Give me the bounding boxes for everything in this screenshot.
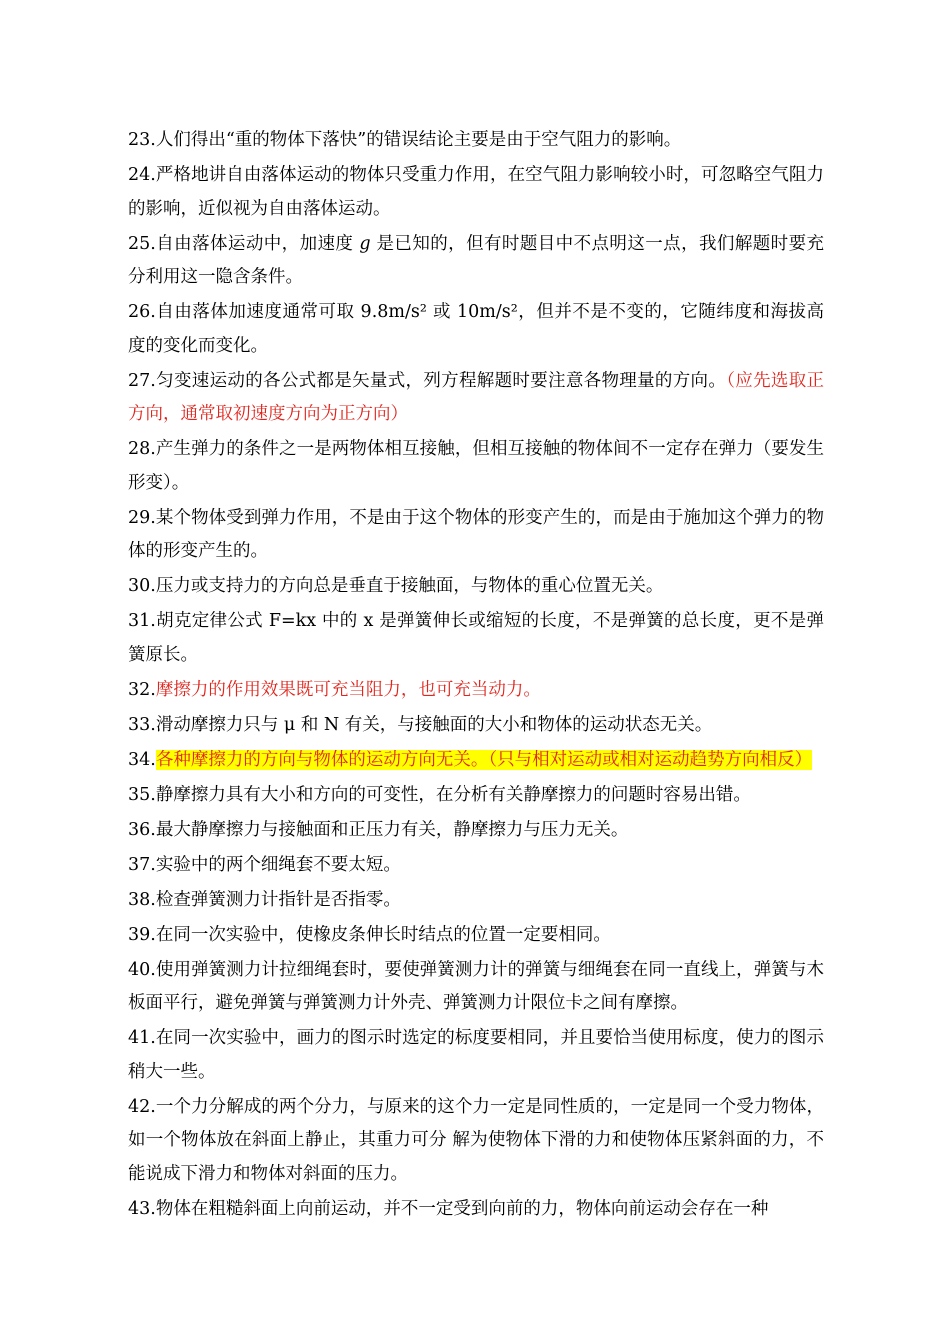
item-text: 人们得出“重的物体下落快”的错误结论主要是由于空气阻力的影响。 <box>155 130 682 150</box>
item-number: 41. <box>128 1028 156 1048</box>
list-item-31 <box>128 605 824 672</box>
item-text: 是已知的，但有时题目中不点明这一点，我们解题时要充分利用这一隐含条件。 <box>128 233 825 287</box>
list-item-36 <box>128 814 824 848</box>
item-text: 最大静摩擦力与接触面和正压力有关，静摩擦力与压力无关。 <box>155 819 629 840</box>
item-text-highlighted: 各种摩擦力的方向与物体的运动方向无关。（只与相对运动或相对运动趋势方向相反） <box>155 749 813 770</box>
list-item-32 <box>128 674 824 708</box>
list-item-40 <box>128 954 824 1021</box>
item-text: 自由落体加速度通常可取 9.8m/s² 或 10m/s²，但并不是不变的，它随纬度和海拔高度的变化而变化。 <box>128 302 824 356</box>
item-text: 一个力分解成的两个分力，与原来的这个力一定是同性质的，一定是同一个受力物体，如一个物体放在斜面上静止，其重力可分 解为使物体下滑的力和使物体压紧斜面的力，不能说成下滑力和物体对斜面的压力。 <box>128 1096 824 1184</box>
item-number: 39. <box>128 924 156 945</box>
item-number: 33. <box>128 714 156 735</box>
item-text: 在同一次实验中，画力的图示时选定的标度要相同，并且要恰当使用标度，使力的图示稍大一些。 <box>128 1028 824 1082</box>
list-item-29 <box>128 502 824 569</box>
item-text: 严格地讲自由落体运动的物体只受重力作用，在空气阻力影响较小时，可忽略空气阻力的影响，近似视为自由落体运动。 <box>128 165 824 219</box>
item-number: 29. <box>128 507 156 528</box>
item-number: 28. <box>128 439 156 459</box>
list-item-33 <box>128 709 824 743</box>
list-item-42 <box>128 1091 824 1192</box>
item-text: 压力或支持力的方向总是垂直于接触面，与物体的重心位置无关。 <box>155 576 664 596</box>
list-item-26 <box>128 296 824 363</box>
acceleration-symbol: g <box>359 233 371 254</box>
list-item-38 <box>128 884 824 918</box>
item-text: 物体在粗糙斜面上向前运动，并不一定受到向前的力，物体向前运动会存在一种 <box>155 1198 769 1219</box>
list-item-27 <box>128 365 824 432</box>
item-number: 37. <box>128 854 156 875</box>
item-number: 35. <box>128 784 156 805</box>
list-item-43 <box>128 1193 824 1227</box>
item-text: 滑动摩擦力只与 μ 和 N 有关，与接触面的大小和物体的运动状态无关。 <box>155 714 713 735</box>
list-item-23 <box>128 124 824 158</box>
item-text: 使用弹簧测力计拉细绳套时，要使弹簧测力计的弹簧与细绳套在同一直线上，弹簧与木板面平行，避免弹簧与弹簧测力计外壳、弹簧测力计限位卡之间有摩擦。 <box>128 959 824 1013</box>
item-number: 27. <box>128 370 156 391</box>
item-text: 在同一次实验中，使橡皮条伸长时结点的位置一定要相同。 <box>155 924 611 945</box>
list-item-24 <box>128 159 824 226</box>
item-number: 23. <box>128 130 156 150</box>
item-text: 某个物体受到弹力作用，不是由于这个物体的形变产生的，而是由于施加这个弹力的物体的形变产生的。 <box>128 507 824 561</box>
item-number: 30. <box>128 576 156 596</box>
item-text: 胡克定律公式 F=kx 中的 x 是弹簧伸长或缩短的长度，不是弹簧的总长度，更不是弹簧原长。 <box>128 611 824 665</box>
item-number: 34. <box>128 749 156 770</box>
item-number: 43. <box>128 1198 156 1219</box>
item-text: 自由落体运动中，加速度 <box>155 233 360 254</box>
item-number: 32. <box>128 679 156 700</box>
list-item-34 <box>128 744 824 778</box>
item-text: 静摩擦力具有大小和方向的可变性，在分析有关静摩擦力的问题时容易出错。 <box>155 784 751 805</box>
item-number: 31. <box>128 611 156 631</box>
item-number: 25. <box>128 233 156 254</box>
item-number: 40. <box>128 959 156 980</box>
item-text: 检查弹簧测力计指针是否指零。 <box>155 889 401 910</box>
item-number: 38. <box>128 889 156 910</box>
list-item-28 <box>128 433 824 500</box>
item-text: 摩擦力的作用效果既可充当阻力，也可充当动力。 <box>155 679 541 700</box>
list-item-30 <box>128 570 824 604</box>
document-body <box>128 124 824 1228</box>
item-number: 24. <box>128 165 156 185</box>
item-text: 产生弹力的条件之一是两物体相互接触，但相互接触的物体间不一定存在弹力（要发生形变）。 <box>128 439 824 493</box>
list-item-39 <box>128 919 824 953</box>
list-item-41 <box>128 1022 824 1089</box>
item-note: （应先选取正方向，通常取初速度方向为正方向） <box>128 370 825 424</box>
list-item-35 <box>128 779 824 813</box>
list-item-25 <box>128 228 824 295</box>
item-number: 26. <box>128 302 156 322</box>
item-text: 匀变速运动的各公式都是矢量式，列方程解题时要注意各物理量的方向。 <box>155 370 727 391</box>
list-item-37 <box>128 849 824 883</box>
item-text: 实验中的两个细绳套不要太短。 <box>155 854 401 875</box>
item-number: 36. <box>128 819 156 840</box>
item-number: 42. <box>128 1096 156 1117</box>
